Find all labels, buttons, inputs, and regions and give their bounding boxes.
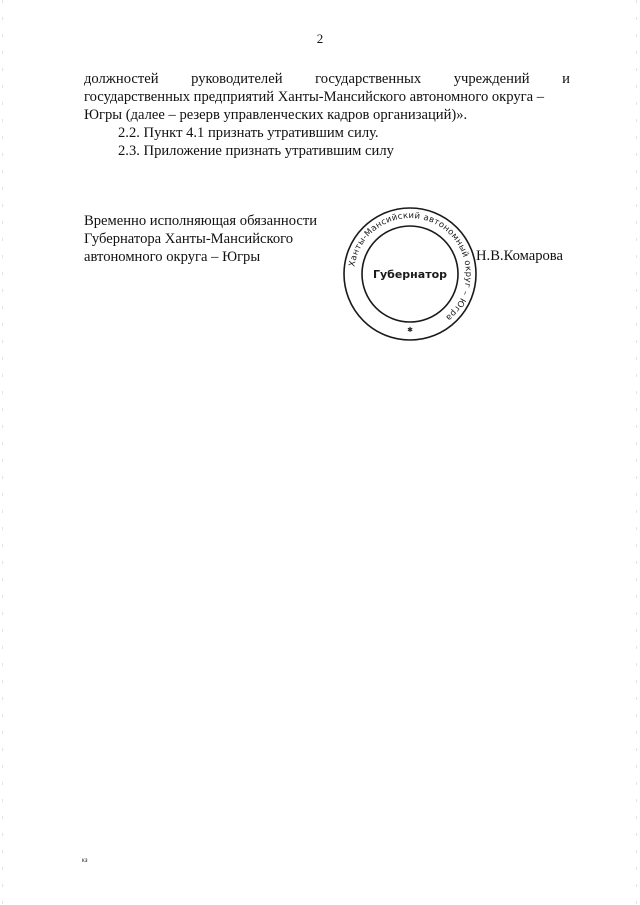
position-line: Временно исполняющая обязанности <box>84 213 318 229</box>
word: учреждений <box>453 71 530 87</box>
paragraph-line-1 <box>84 70 570 88</box>
signatory-position <box>84 212 344 266</box>
page-number: 2 <box>316 31 324 46</box>
body-text <box>84 70 570 160</box>
word: должностей <box>84 71 159 87</box>
word: государственных <box>315 71 422 87</box>
seal-center-text: Губернатор <box>372 268 448 281</box>
word: и <box>562 71 570 87</box>
right-scan-edge <box>636 0 637 905</box>
paragraph-line-2: государственных предприятий Ханты-Мансийского автономного округа – <box>84 89 545 105</box>
governor-seal <box>340 204 480 344</box>
position-line: автономного округа – Югры <box>84 249 261 265</box>
left-scan-edge <box>2 0 3 905</box>
seal-star-icon: ✱ <box>407 326 413 334</box>
item-2-3: 2.3. Приложение признать утратившим силу <box>118 143 394 159</box>
signer-name: Н.В.Комарова <box>476 248 563 264</box>
item-2-2: 2.2. Пункт 4.1 признать утратившим силу. <box>118 125 379 141</box>
seal-ring-text: Ханты-Мансийский автономный округ – Югра <box>347 210 474 323</box>
footer-mark: кз <box>82 858 88 864</box>
paragraph-line-3: Югры (далее – резерв управленческих кадров организаций)». <box>84 107 468 123</box>
position-line: Губернатора Ханты-Мансийского <box>84 231 294 247</box>
word: руководителей <box>191 71 283 87</box>
